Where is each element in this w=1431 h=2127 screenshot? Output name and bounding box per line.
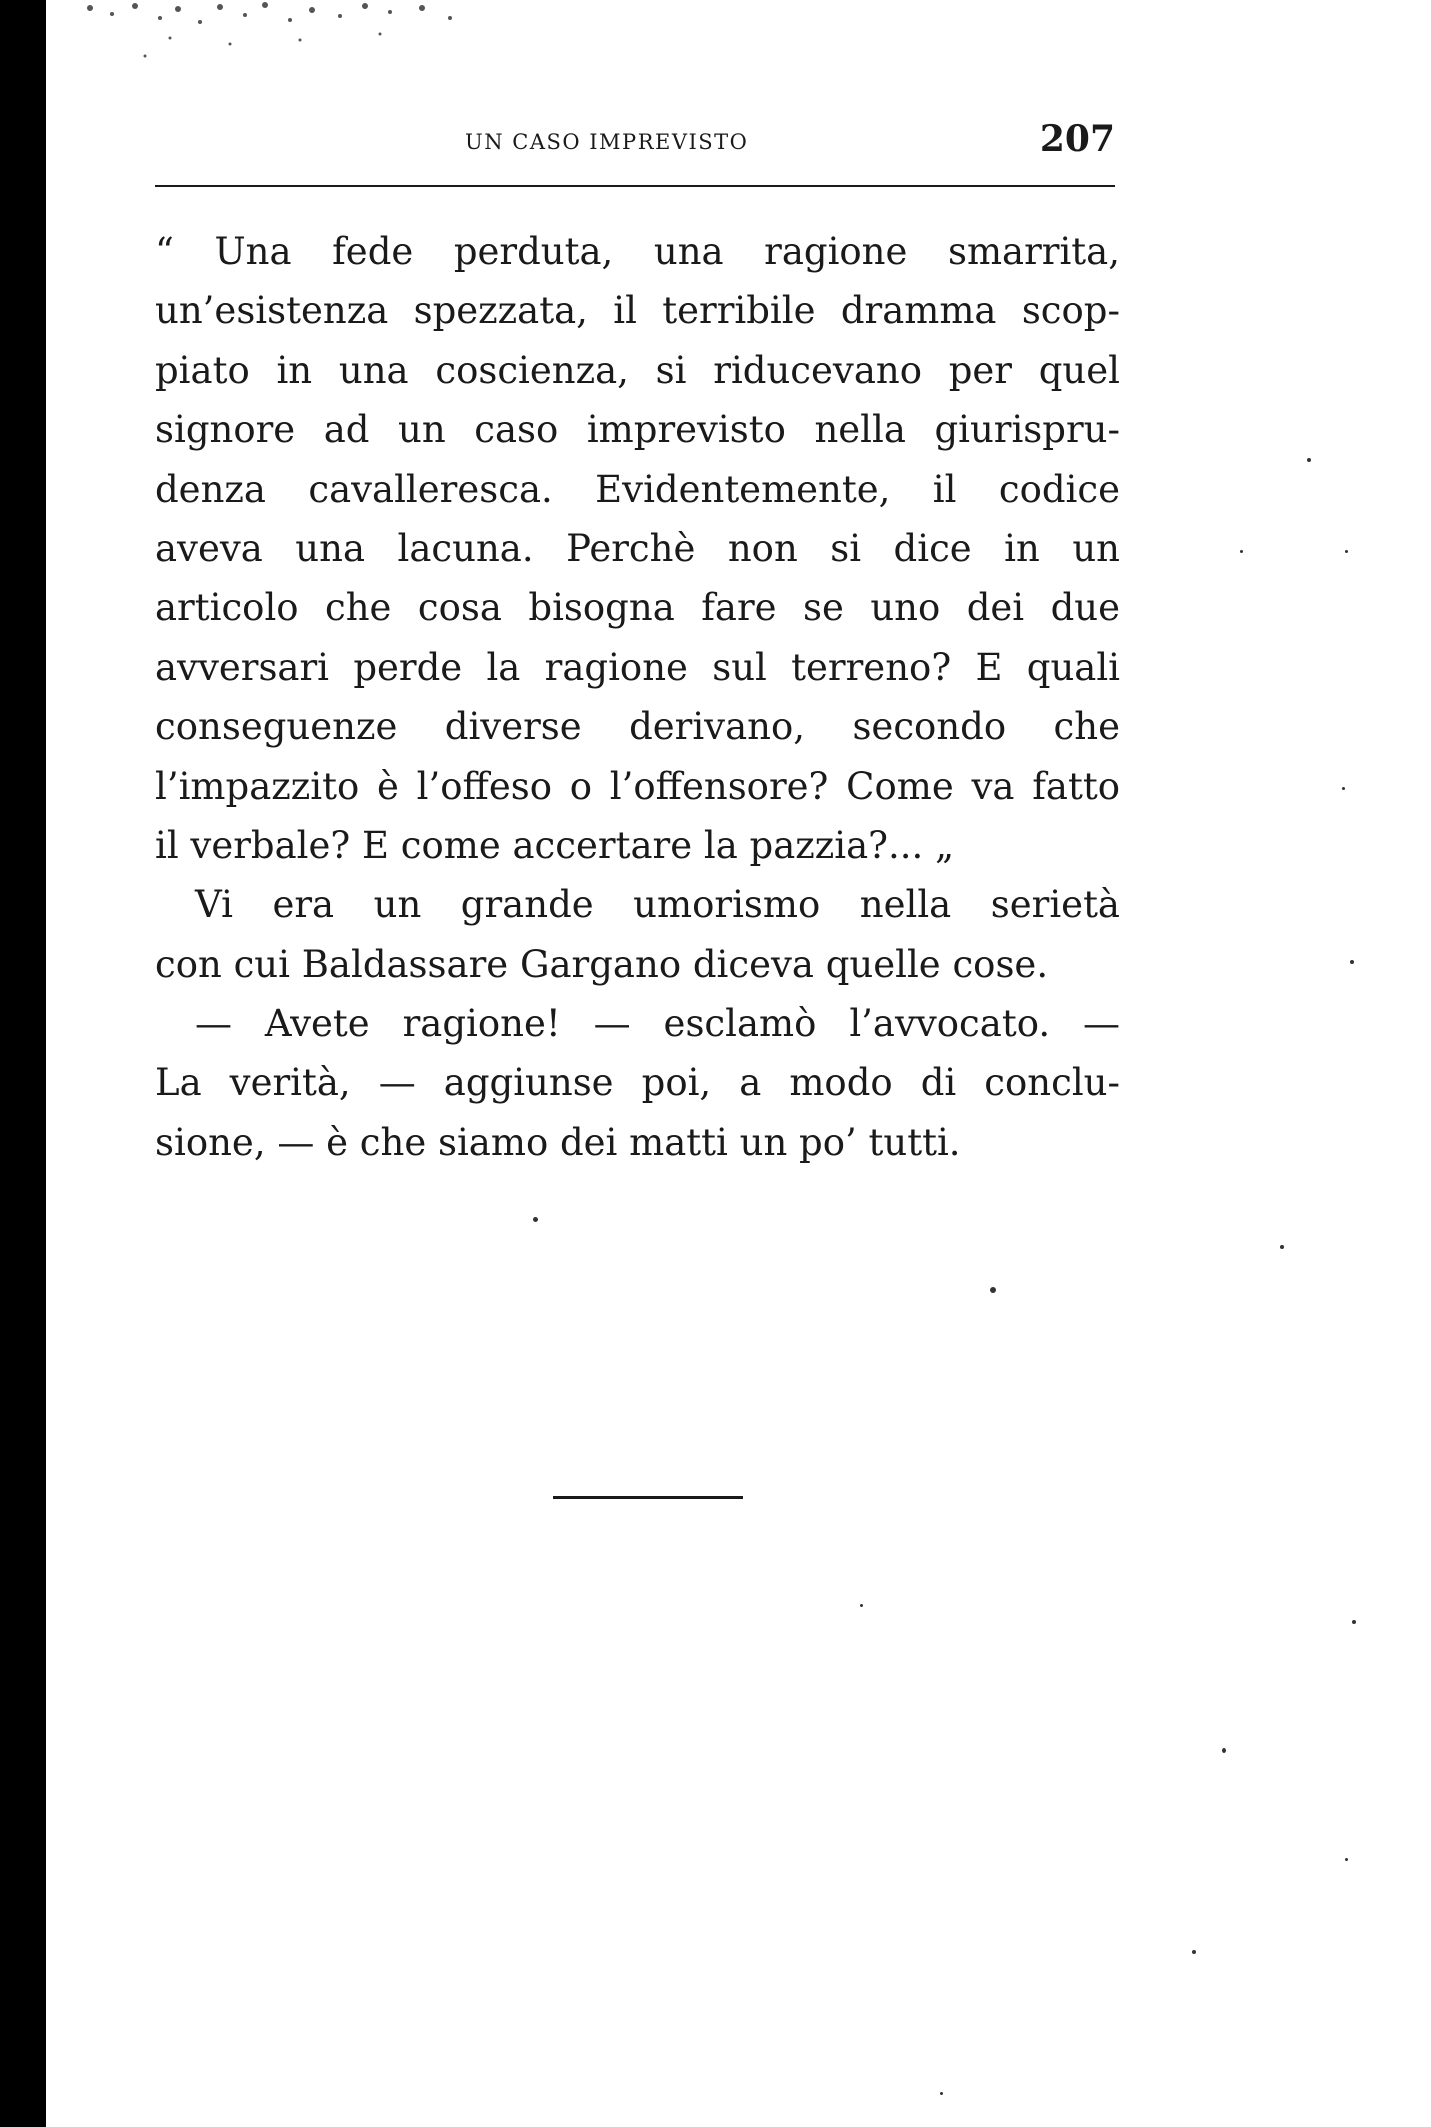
text-line: sione, — è che siamo dei matti un po’ tutti. xyxy=(155,1120,961,1164)
body-text xyxy=(155,222,1120,1172)
speck xyxy=(1222,1748,1226,1753)
text-line: avversari perde la ragione sul terreno? E quali xyxy=(155,645,1120,689)
binding-edge xyxy=(0,0,46,2127)
text-line: articolo che cosa bisogna fare se uno dei due xyxy=(155,586,1120,630)
speck xyxy=(1352,1620,1356,1624)
text-line: con cui Baldassare Gargano diceva quelle cose. xyxy=(155,942,1049,986)
text-line: denza cavalleresca. Evidentemente, il codice xyxy=(155,467,1120,511)
text-line: l’impazzito è l’offeso o l’offensore? Come va fatto xyxy=(155,764,1120,808)
speck xyxy=(1280,1245,1284,1249)
text-line: signore ad un caso imprevisto nella giurispru- xyxy=(155,408,1120,452)
print-speckle xyxy=(50,0,500,70)
speck xyxy=(940,2092,943,2095)
speck xyxy=(1192,1950,1196,1954)
header-rule xyxy=(155,185,1115,187)
speck xyxy=(1345,550,1348,553)
text-line: piato in una coscienza, si riducevano per quel xyxy=(155,348,1120,392)
speck xyxy=(860,1604,863,1607)
text-line: La verità, — aggiunse poi, a modo di conclu- xyxy=(155,1061,1120,1105)
text-line: un’esistenza spezzata, il terribile dramma scop- xyxy=(155,289,1120,333)
speck xyxy=(533,1217,538,1222)
text-line: — Avete ragione! — esclamò l’avvocato. — xyxy=(195,1002,1120,1046)
text-line: Vi era un grande umorismo nella serietà xyxy=(195,883,1120,927)
running-title: UN CASO IMPREVISTO xyxy=(465,130,749,154)
speck xyxy=(990,1287,996,1293)
text-line: “ Una fede perduta, una ragione smarrita, xyxy=(155,230,1120,273)
text-line: il verbale? E come accertare la pazzia?... „ xyxy=(155,823,955,867)
text-line: aveva una lacuna. Perchè non si dice in un xyxy=(155,526,1120,570)
speck xyxy=(1240,550,1243,553)
text-line: conseguenze diverse derivano, secondo che xyxy=(155,705,1120,749)
speck xyxy=(1345,1858,1348,1861)
page-number: 207 xyxy=(1039,118,1115,160)
speck xyxy=(1350,960,1354,964)
speck xyxy=(1307,458,1311,462)
running-head xyxy=(155,118,1115,178)
speck xyxy=(1342,787,1345,790)
end-rule xyxy=(553,1496,743,1499)
